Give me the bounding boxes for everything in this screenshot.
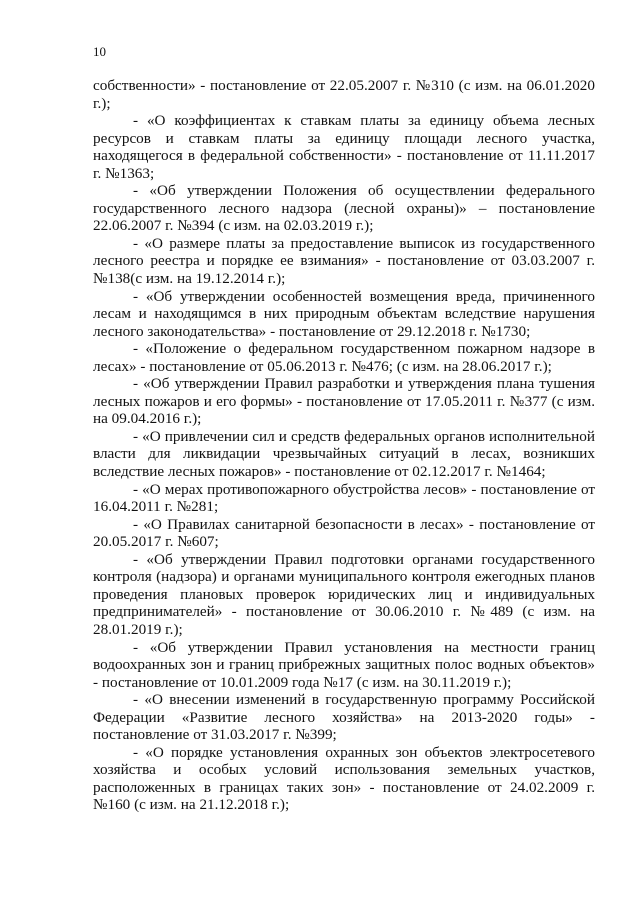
paragraph-state-program: - «О внесении изменений в государственную программу Российской Федерации «Развитие лесного хозяйства» на 2013-2020 годы» - постановление от 31.03.2017 г. №399; [93,691,595,744]
paragraph-water-protection-zones: - «Об утверждении Правил установления на местности границ водоохранных зон и границ прибрежных защитных полос водных объектов» - постановление от 10.01.2009 года №17 (с изм. на 30.11.2019 г.); [93,638,595,691]
paragraph-fire-prevention: - «О мерах противопожарного обустройства лесов» - постановление от 16.04.2011 г. №281; [93,480,595,516]
paragraph-ownership-tail: собственности» - постановление от 22.05.2007 г. №310 (с изм. на 06.01.2020 г.); [93,77,595,112]
paragraph-emergency-forces: - «О привлечении сил и средств федеральных органов исполнительной власти для ликвидации чрезвычайных ситуаций в лесах, возникших вследствие лесных пожаров» - постановление от 02.12.2017 г. №1464; [93,427,595,481]
paragraph-forest-supervision: - «Об утверждении Положения об осуществлении федерального государственного лесного надзора (лесной охраны)» – постановление 22.06.2007 г. №394 (с изм. на 02.03.2019 г.); [93,182,595,235]
page-number: 10 [93,44,106,59]
paragraph-sanitary-safety: - «О Правилах санитарной безопасности в лесах» - постановление от 20.05.2017 г. №607; [93,515,595,551]
body-text [93,77,595,814]
paragraph-fire-supervision: - «Положение о федеральном государственном пожарном надзоре в лесах» - постановление от 05.06.2013 г. №476; (с изм. на 28.06.2017 г.); [93,340,595,375]
paragraph-firefighting-plan: - «Об утверждении Правил разработки и утверждения плана тушения лесных пожаров и его формы» - постановление от 17.05.2011 г. №377 (с изм. на 09.04.2016 г.); [93,375,595,428]
paragraph-registry-fees: - «О размере платы за предоставление выписок из государственного лесного реестра и порядке ее взимания» - постановление от 03.03.2007 г. №138(с изм. на 19.12.2014 г.); [93,234,595,288]
paragraph-power-grid-zones: - «О порядке установления охранных зон объектов электросетевого хозяйства и особых условий использования земельных участков, расположенных в границах таких зон» - постановление от 24.02.2009 г. №160 (с изм. на 21.12.2018 г.); [93,743,595,814]
paragraph-inspection-plans: - «Об утверждении Правил подготовки органами государственного контроля (надзора) и органами муниципального контроля ежегодных планов проведения плановых проверок юридических лиц и индивидуальных предпринимателей» - постановление от 30.06.2010 г. №489 (с изм. на 28.01.2019 г.); [93,550,595,638]
paragraph-damage-compensation: - «Об утверждении особенностей возмещения вреда, причиненного лесам и находящимся в них природным объектам вследствие нарушения лесного законодательства» - постановление от 29.12.2018 г. №1730; [93,287,595,340]
paragraph-rate-coefficients: - «О коэффициентах к ставкам платы за единицу объема лесных ресурсов и ставкам платы за единицу площади лесного участка, находящегося в федеральной собственности» - постановление от 11.11.2017 г. №1363; [93,112,595,182]
